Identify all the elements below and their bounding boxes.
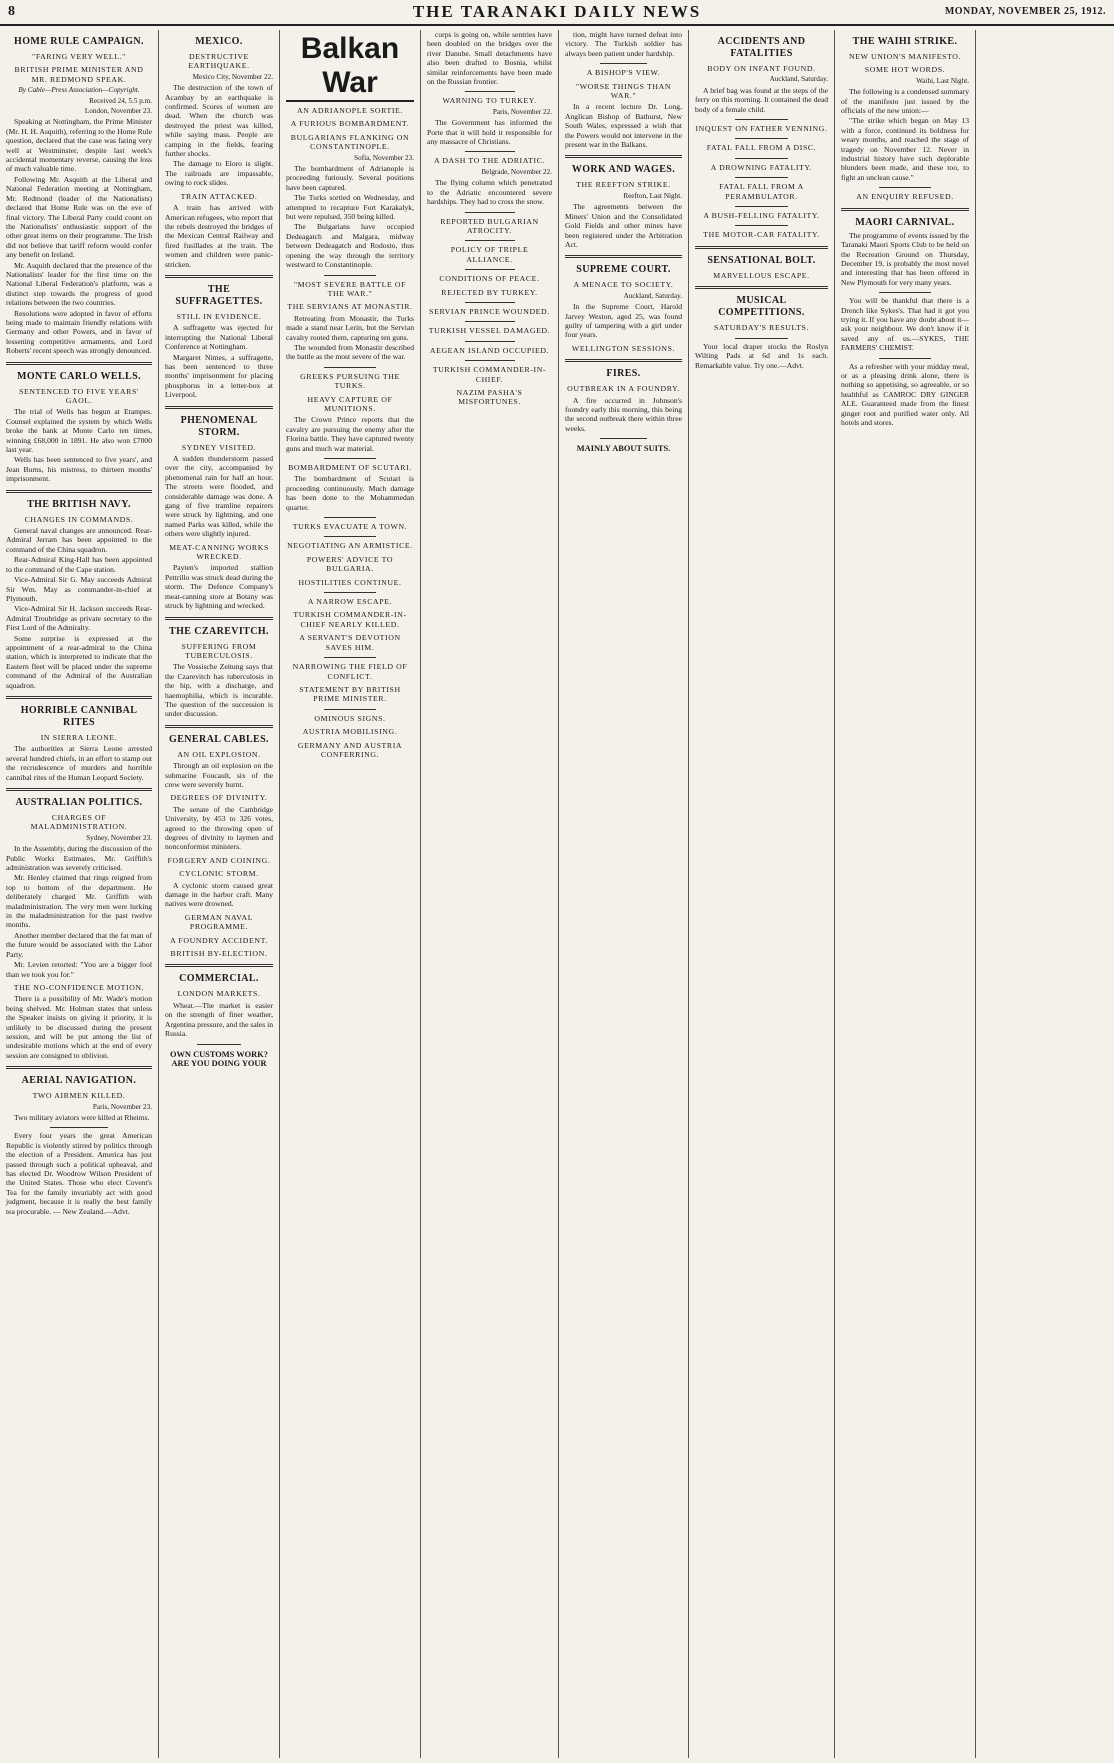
divider [6,490,152,493]
subheadline: INQUEST ON FATHER VENNING. [695,124,828,134]
column-3 [280,30,421,1758]
subheadline: CONDITIONS OF PEACE. [439,274,540,284]
dateline: Auckland, Saturday. [623,291,682,300]
divider [600,438,647,439]
divider [879,292,930,293]
column-2 [159,30,280,1758]
divider [695,246,828,249]
advertisement: You will be thankful that there is a Drench like Sykes's. That had it got you trying it. If you have any doubt about it—ask your neighbour. We don't know if it saved any of us.—SYKES, THE FARMERS' CHEMIST. [841,296,969,353]
paragraph: There is a possibility of Mr. Wade's motion being shelved. Mr. Holman states that unless the Speaker insists on giving it priority, it is unlikely to be discussed during the present session, and will be put among the list of undesirable motions which at the end of every session are consigned to oblivion. [6,994,152,1060]
headline: MONTE CARLO WELLS. [17,370,141,382]
dateline: Paris, November 22. [492,107,552,116]
subheadline: CHANGES IN COMMANDS. [24,514,134,524]
newspaper-title: THE TARANAKI DAILY NEWS [412,2,702,21]
dateline: London, November 23. [84,107,152,116]
divider [6,788,152,791]
advertisement: Your local draper stocks the Roslyn Wilting Pads at 6d and 1s each. Remarkable value. Try one.—Advt. [695,341,828,370]
column-1 [0,30,159,1758]
subheadline: A FURIOUS BOMBARDMENT. [290,119,410,129]
divider [324,536,375,537]
paragraph: The flying column which penetrated to the Adriatic encountered severe hardships. They had to cross the snow. [427,178,552,207]
paragraph: tion, might have turned defeat into victory. The Turkish soldier has always been patient under hardship. [565,30,682,58]
subheadline: BULGARIANS FLANKING ON CONSTANTINOPLE. [290,132,410,152]
subheadline: AN ADRIANOPLE SORTIE. [297,106,403,115]
headline: PHENOMENAL STORM. [180,414,258,438]
subheadline: POLICY OF TRIPLE ALLIANCE. [450,245,529,264]
dateline: Belgrade, November 22. [481,167,552,176]
subheadline: CYCLONIC STORM. [179,869,259,879]
divider [324,458,375,459]
subheadline: AN OIL EXPLOSION. [177,749,261,759]
subheadline: THE MOTOR-CAR FATALITY. [703,230,820,240]
divider [324,275,375,276]
divider [600,63,647,64]
subheadline: BRITISH PRIME MINISTER AND MR. REDMOND SPEAK. [14,65,144,84]
subheadline: HEAVY CAPTURE OF MUNITIONS. [307,394,393,413]
divider [465,360,515,361]
paragraph: Mr. Asquith declared that the presence of the Nationalists' leader for the first time on the National Liberal Federation's platform, was a distinct step towards the progress of good relations between the two countries. [6,260,152,308]
divider [324,657,375,658]
subheadline: DEGREES OF DIVINITY. [170,793,268,803]
subheadline: "MOST SEVERE BATTLE OF THE WAR." [293,279,407,298]
headline: THE BRITISH NAVY. [27,498,131,510]
divider [465,240,515,241]
paragraph: Another member declared that the fat man of the future would be associated with the Labor Party. [6,930,152,959]
subheadline: OMINOUS SIGNS. [314,713,386,723]
advertisement-heading: OWN CUSTOMS WORK? ARE YOU DOING YOUR [170,1049,268,1068]
column-6 [689,30,835,1758]
subheadline: OUTBREAK IN A FOUNDRY. [567,384,680,394]
paragraph: The destruction of the town of Acambay by an earthquake is confirmed. Scores of women are dead. When the church was destroyed the priest was killed, while saying mass. People are camping in the fields, fearing further shocks. [165,83,273,159]
column-7 [835,30,976,1758]
subheadline: MEAT-CANNING WORKS WRECKED. [169,542,269,562]
paragraph: A train has arrived with American refugees, who report that the rebels destroyed the bridges of the Mexican Central Railway and fired fusillades at the train. The women and children were panic-stricken. [165,203,273,269]
headline: ACCIDENTS AND FATALITIES [717,36,806,59]
subheadline: GERMAN NAVAL PROGRAMME. [184,912,254,932]
subheadline: STILL IN EVIDENCE. [176,311,262,321]
divider [735,119,788,120]
subheadline: REJECTED BY TURKEY. [441,287,538,297]
headline: MAORI CARNIVAL. [855,216,955,228]
divider [165,617,273,620]
column-5 [559,30,689,1758]
dateline: Mexico City, November 22. [192,72,273,81]
subheadline: BRITISH BY-ELECTION. [170,949,268,959]
paragraph: A suffragette was ejected for interrupting the National Liberal Conference at Nottingham. [165,323,273,352]
divider [324,709,375,710]
paragraph: Two military aviators were killed at Rheims. [14,1112,150,1122]
paragraph: The programme of events issued by the Taranaki Maori Sports Club to be held on the Recreation Ground on Thursday, December 19, is probably the most novel and interesting that has been offered in New Plymouth for very many years. [841,230,969,287]
issue-date: MONDAY, NOVEMBER 25, 1912. [944,6,1106,17]
paragraph: A brief bag was found at the steps of the ferry on this morning. It contained the dead body of a female child. [695,85,828,114]
divider [465,341,515,342]
paragraph: General naval changes are announced. Rear-Admiral Jerram has been appointed to the command of the China squadron. [6,526,152,554]
divider [465,302,515,303]
subheadline: TURKISH COMMANDER-IN-CHIEF. [432,365,547,384]
subheadline: SATURDAY'S RESULTS. [714,323,809,333]
subheadline: A MENACE TO SOCIETY. [573,280,674,290]
headline: AUSTRALIAN POLITICS. [15,797,143,808]
divider [565,255,682,258]
advertisement: As a refresher with your midday meal, or as a pleasing drink alone, there is nothing so appetising, so agreeable, or so healthful as CAMROC DRY GINGER ALE. Guaranteed made from the finest ginger root and purified water only. All hotels and stores. [841,361,969,427]
paragraph: "The strike which began on May 13 with a force, continued its boldness for weary months, and reached the stage of tragedy on November 12. Never in industrial history have such deplorable blunders been made, and these too, to fight an unclean cause." [841,116,969,182]
divider [324,517,375,518]
dateline: Paris, November 23. [92,1102,152,1111]
divider [465,151,515,152]
divider [324,367,375,368]
subheadline: SYDNEY VISITED. [181,442,257,452]
divider [465,91,515,92]
divider [165,275,273,278]
byline: By Cable—Press Association—Copyright. [18,86,140,95]
divider [50,1127,108,1128]
column-4 [421,30,559,1758]
paragraph: The authorities at Sierra Leone arrested several hundred chiefs, in an effort to stamp out the recrudescence of murders and horrible cannibal rites of the Human Leopard Society. [6,744,152,782]
subheadline: TWO AIRMEN KILLED. [32,1091,126,1101]
paragraph: Through an oil explosion on the submarine Foucault, six of the crew were severely burnt. [165,761,273,789]
paragraph: A cyclonic storm caused great damage in the harbor craft. Many natives were drowned. [165,880,273,909]
subheadline: A FOUNDRY ACCIDENT. [170,935,268,945]
headline: WORK AND WAGES. [571,164,676,176]
divider [565,155,682,158]
subheadline: NARROWING THE FIELD OF CONFLICT. [292,662,408,681]
dateline: Sofia, November 23. [354,153,414,162]
headline: MEXICO. [195,36,243,47]
divider [735,138,788,139]
paragraph: Following Mr. Asquith at the Liberal and National Federation meeting at Nottingham, Mr. Redmond (leader of the Nationalists) declared that Home Rule was on the eve of final victory. The Liberal Party could count on the Nationalists' enthusiastic support of the other great items on their programme. The Irish did not believe that tariff reform would confer any benefit on Ireland. [6,174,152,260]
subheadline: NEGOTIATING AN ARMISTICE. [287,541,413,551]
divider [465,212,515,213]
page-number: 8 [8,4,15,19]
subheadline: FORGERY AND COINING. [167,855,271,865]
headline: MUSICAL COMPETITIONS. [718,295,805,319]
paragraph: The damage to Eloro is slight. The railroads are impassable, owing to rock slides. [165,159,273,188]
subheadline: A BISHOP'S VIEW. [586,68,661,78]
headline: COMMERCIAL. [179,973,259,985]
paragraph: A fire occurred in Johnson's foundry early this morning, this being the second outbreak there within three weeks. [565,395,682,433]
subheadline: FATAL FALL FROM A PERAMBULATOR. [719,182,804,201]
subheadline: TURKISH COMMANDER-IN-CHIEF NEARLY KILLED. [293,610,407,629]
paragraph: The trial of Wells has begun at Etampes. Counsel explained the system by which Wells broke the bank at Monte Carlo ten times, winning £68,000 in 1891. He also won £7000 last year. [6,407,152,455]
subheadline: REPORTED BULGARIAN ATROCITY. [440,216,539,235]
divider [465,269,515,270]
subheadline: A DROWNING FATALITY. [710,162,813,172]
section-title: Balkan War [286,32,414,102]
subheadline: BODY ON INFANT FOUND. [707,64,816,73]
paragraph: Some surprise is expressed at the appointment of a rear-admiral to the China station, which is interpreted to indicate that the Eastern fleet will be placed under the supreme command of the Admiral of the Australian squadron. [6,633,152,690]
paragraph: The following is a condensed summary of the manifesto just issued by the officials of the new union:— [841,87,969,116]
paragraph: Vice-Admiral Sir G. May succeeds Admiral Sir Wm. May as commander-in-chief at Plymouth. [6,575,152,603]
paragraph: corps is going on, while sentries have been doubled on the bridges over the river Danube. Small detachments have also been drafted to Bosnia, whilst similar reinforcements have been made on the Russian frontier. [427,30,552,87]
subheadline: SENTENCED TO FIVE YEARS' GAOL. [19,386,139,405]
subheadline: MARVELLOUS ESCAPE. [713,270,810,280]
paragraph: Wheat.—The market is easier on the strength of finer weather, Argentina pressure, and the sales in Russia. [165,1000,273,1039]
divider [735,158,788,159]
dateline: Waihi, Last Night. [916,76,969,85]
paragraph: Mr. Levien retorted: "You are a bigger fool than we took you for." [6,960,152,979]
paragraph: In a recent lecture Dr. Long, Anglican Bishop of Bathurst, New South Wales, expressed a wish that the Powers would not intervene in the present war in the Balkans. [565,102,682,150]
subheadline: "FARING VERY WELL." [32,52,126,61]
subheadline: A SERVANT'S DEVOTION SAVES HIM. [299,633,401,652]
headline: AERIAL NAVIGATION. [21,1075,137,1087]
paragraph: The agreements between the Miners' Union and the Consolidated Gold Fields and other mines have been registered under the Arbitration Act. [565,202,682,249]
paragraph: The Vossische Zeitung says that the Czarevitch has tuberculosis in the hip, with a discharge, and haemophilia, which is incurable. The question of the succession is under discussion. [165,662,273,719]
subheadline: THE REEFTON STRIKE. [576,180,671,190]
subheadline: THE SERVIANS AT MONASTIR. [287,302,413,312]
subheadline: A NARROW ESCAPE. [307,597,393,607]
headline: GENERAL CABLES. [169,733,269,745]
subheadline: STATEMENT BY BRITISH PRIME MINISTER. [299,684,401,704]
advertisement: Every four years the great American Republic is violently stirred by politics through the election of a President. America has just passed through such a political upheaval, and has elected Dr. Woodrow Wilson President of the United States. Those who elect Covent's Tea for the family invariably act with good judgment, because it is really the best family tea procurable. — New Zealand.—Advt. [6,1131,152,1216]
paragraph: Margaret Nimes, a suffragette, has been sentenced to three months' imprisonment for placing phosphorus in a letter-box at Liverpool. [165,352,273,400]
subheadline: HOSTILITIES CONTINUE. [298,577,402,587]
subheadline: GERMANY AND AUSTRIA CONFERRING. [297,740,403,759]
headline: SUPREME COURT. [576,264,671,276]
paragraph: The Turks sortied on Wednesday, and attempted to recapture Fort Karakalyk, but were repulsed, 350 being killed. [286,193,414,222]
dateline: Sydney, November 23. [86,833,152,842]
subheadline: LONDON MARKETS. [177,989,261,999]
divider [735,225,788,226]
divider [6,1066,152,1069]
subheadline: TRAIN ATTACKED. [180,191,258,201]
subheadline: WARNING TO TURKEY. [442,96,537,106]
divider [165,406,273,409]
subheadline: NEW UNION'S MANIFESTO. [849,52,961,61]
subheadline: "WORSE THINGS THAN WAR." [575,81,672,101]
headline: FIRES. [606,368,641,380]
subheadline: POWERS' ADVICE TO BULGARIA. [306,554,394,574]
headline: THE SUFFRAGETTES. [175,283,263,307]
subheadline: SERVIAN PRINCE WOUNDED. [429,306,550,316]
divider [565,359,682,362]
subheadline: SUFFERING FROM TUBERCULOSIS. [181,641,257,660]
subheadline: AUSTRIA MOBILISING. [302,727,398,737]
divider [879,358,930,359]
divider [841,208,969,211]
paragraph: Resolutions were adopted in favor of efforts being made to maintain friendly relations with Germany and other Powers, and in favor of lessening competitive armaments, and Lord Roberts' recent speech was strongly denounced. [6,308,152,356]
subheadline: TURKS EVACUATE A TOWN. [292,522,408,532]
paragraph: A sudden thunderstorm passed over the city, accompanied by phenomenal rain for half an hour. The streets were flooded, and considerable damage was done. A gang of five tramline repairers were struck by lightning, and one named Parks was killed, while the others were slightly injured. [165,454,273,539]
divider [324,592,375,593]
headline: HOME RULE CAMPAIGN. [14,36,144,47]
paragraph: In the Assembly, during the discussion of the Public Works Estimates, Mr. Griffith's administration was severely criticised. [6,844,152,873]
advertisement-heading: MAINLY ABOUT SUITS. [576,444,671,454]
subheadline: THE NO-CONFIDENCE MOTION. [13,982,145,992]
divider [6,696,152,699]
received-line: Received 24, 5.5 p.m. [89,96,152,105]
divider [879,187,930,188]
paragraph: Rear-Admiral King-Hall has been appointed to the command of the Cape station. [6,555,152,574]
subheadline: WELLINGTON SESSIONS. [571,343,676,353]
divider [165,725,273,728]
paragraph: The Crown Prince reports that the cavalry are pursuing the enemy after the Florina battle. They have captured twenty guns and much war material. [286,415,414,453]
paragraph: The bombardment of Adrianople is proceeding furiously. Several positions have been captured. [286,164,414,192]
dateline: Reefton, Last Night. [623,191,682,200]
headline: THE WAIHI STRIKE. [852,36,958,47]
headline: SENSATIONAL BOLT. [707,254,816,266]
divider [165,964,273,967]
subheadline: A DASH TO THE ADRIATIC. [433,156,546,166]
paragraph: The bombardment of Scutari is proceeding continuously. Much damage has been done to the Mohammedan quarter. [286,474,414,512]
paragraph: The wounded from Monastir described the battle as the most severe of the war. [286,342,414,362]
divider [197,1044,240,1045]
subheadline: AN ENQUIRY REFUSED. [856,192,954,202]
paragraph: The senate of the Cambridge University, by 453 to 326 votes, agreed to the throwing open of degrees of divinity to laymen and nonconformist ministers. [165,804,273,852]
subheadline: IN SIERRA LEONE. [40,732,118,742]
paragraph: Speaking at Nottingham, the Prime Minister (Mr. H. H. Asquith), referring to the Home Rule question, declared that the case was faring very well at Westminster, despite last week's accidental momentary reverse, causing the loss of much valuable time. [6,117,152,174]
paragraph: The Government has informed the Porte that it will hold it responsible for any massacre of Christians. [427,118,552,147]
divider [735,338,788,339]
subheadline: TURKISH VESSEL DAMAGED. [428,326,551,336]
divider [6,362,152,365]
subheadline: BOMBARDMENT OF SCUTARI. [288,463,412,472]
subheadline: AEGEAN ISLAND OCCUPIED. [429,345,550,355]
paragraph: Wells has been sentenced to five years', and Jean Burns, his mistress, to thirteen months' imprisonment. [6,455,152,484]
divider [735,206,788,207]
paragraph: In the Supreme Court, Harold Jarvey Weston, aged 25, was found guilty of tampering with a girl under four years. [565,302,682,340]
paragraph: The Bulgarians have occupied Dedeagatch and Malgara, midway between Dedeagatch and Rodosto, thus opening the way through the territory westward to Constantinople. [286,222,414,270]
dateline: Auckland, Saturday. [769,75,828,84]
subheadline: DESTRUCTIVE EARTHQUAKE. [188,52,250,71]
divider [465,321,515,322]
paragraph: Retreating from Monastir, the Turks made a stand near Lerin, but the Servian cavalry routed them, capturing ten guns. [286,313,414,342]
subheadline: A BUSH-FELLING FATALITY. [703,211,820,221]
subheadline: CHARGES OF MALADMINISTRATION. [30,813,128,832]
masthead [0,0,1114,26]
headline: THE CZAREVITCH. [169,625,269,637]
divider [735,177,788,178]
subheadline: GREEKS PURSUING THE TURKS. [300,371,400,391]
divider [695,286,828,289]
paragraph: Payten's imported stallion Pettrillo was struck dead during the storm. The Defence Company's meat-canning store at Botany was struck by lightning and wrecked. [165,563,273,611]
paragraph: Mr. Henley claimed that rings reigned from top to bottom of the department. He deliberately charged Mr. Griffith with maladministration. The very men were lurking in the maladministration for the past twelve months. [6,873,152,930]
subheadline: FATAL FALL FROM A DISC. [706,143,817,153]
headline: HORRIBLE CANNIBAL RITES [20,704,138,728]
subheadline: NAZIM PASHA'S MISFORTUNES. [456,387,523,407]
paragraph: Vice-Admiral Sir H. Jackson succeeds Rear-Admiral Troubridge as private secretary to the First Lord of the Admiralty. [6,604,152,633]
subheadline: SOME HOT WORDS. [864,65,946,75]
